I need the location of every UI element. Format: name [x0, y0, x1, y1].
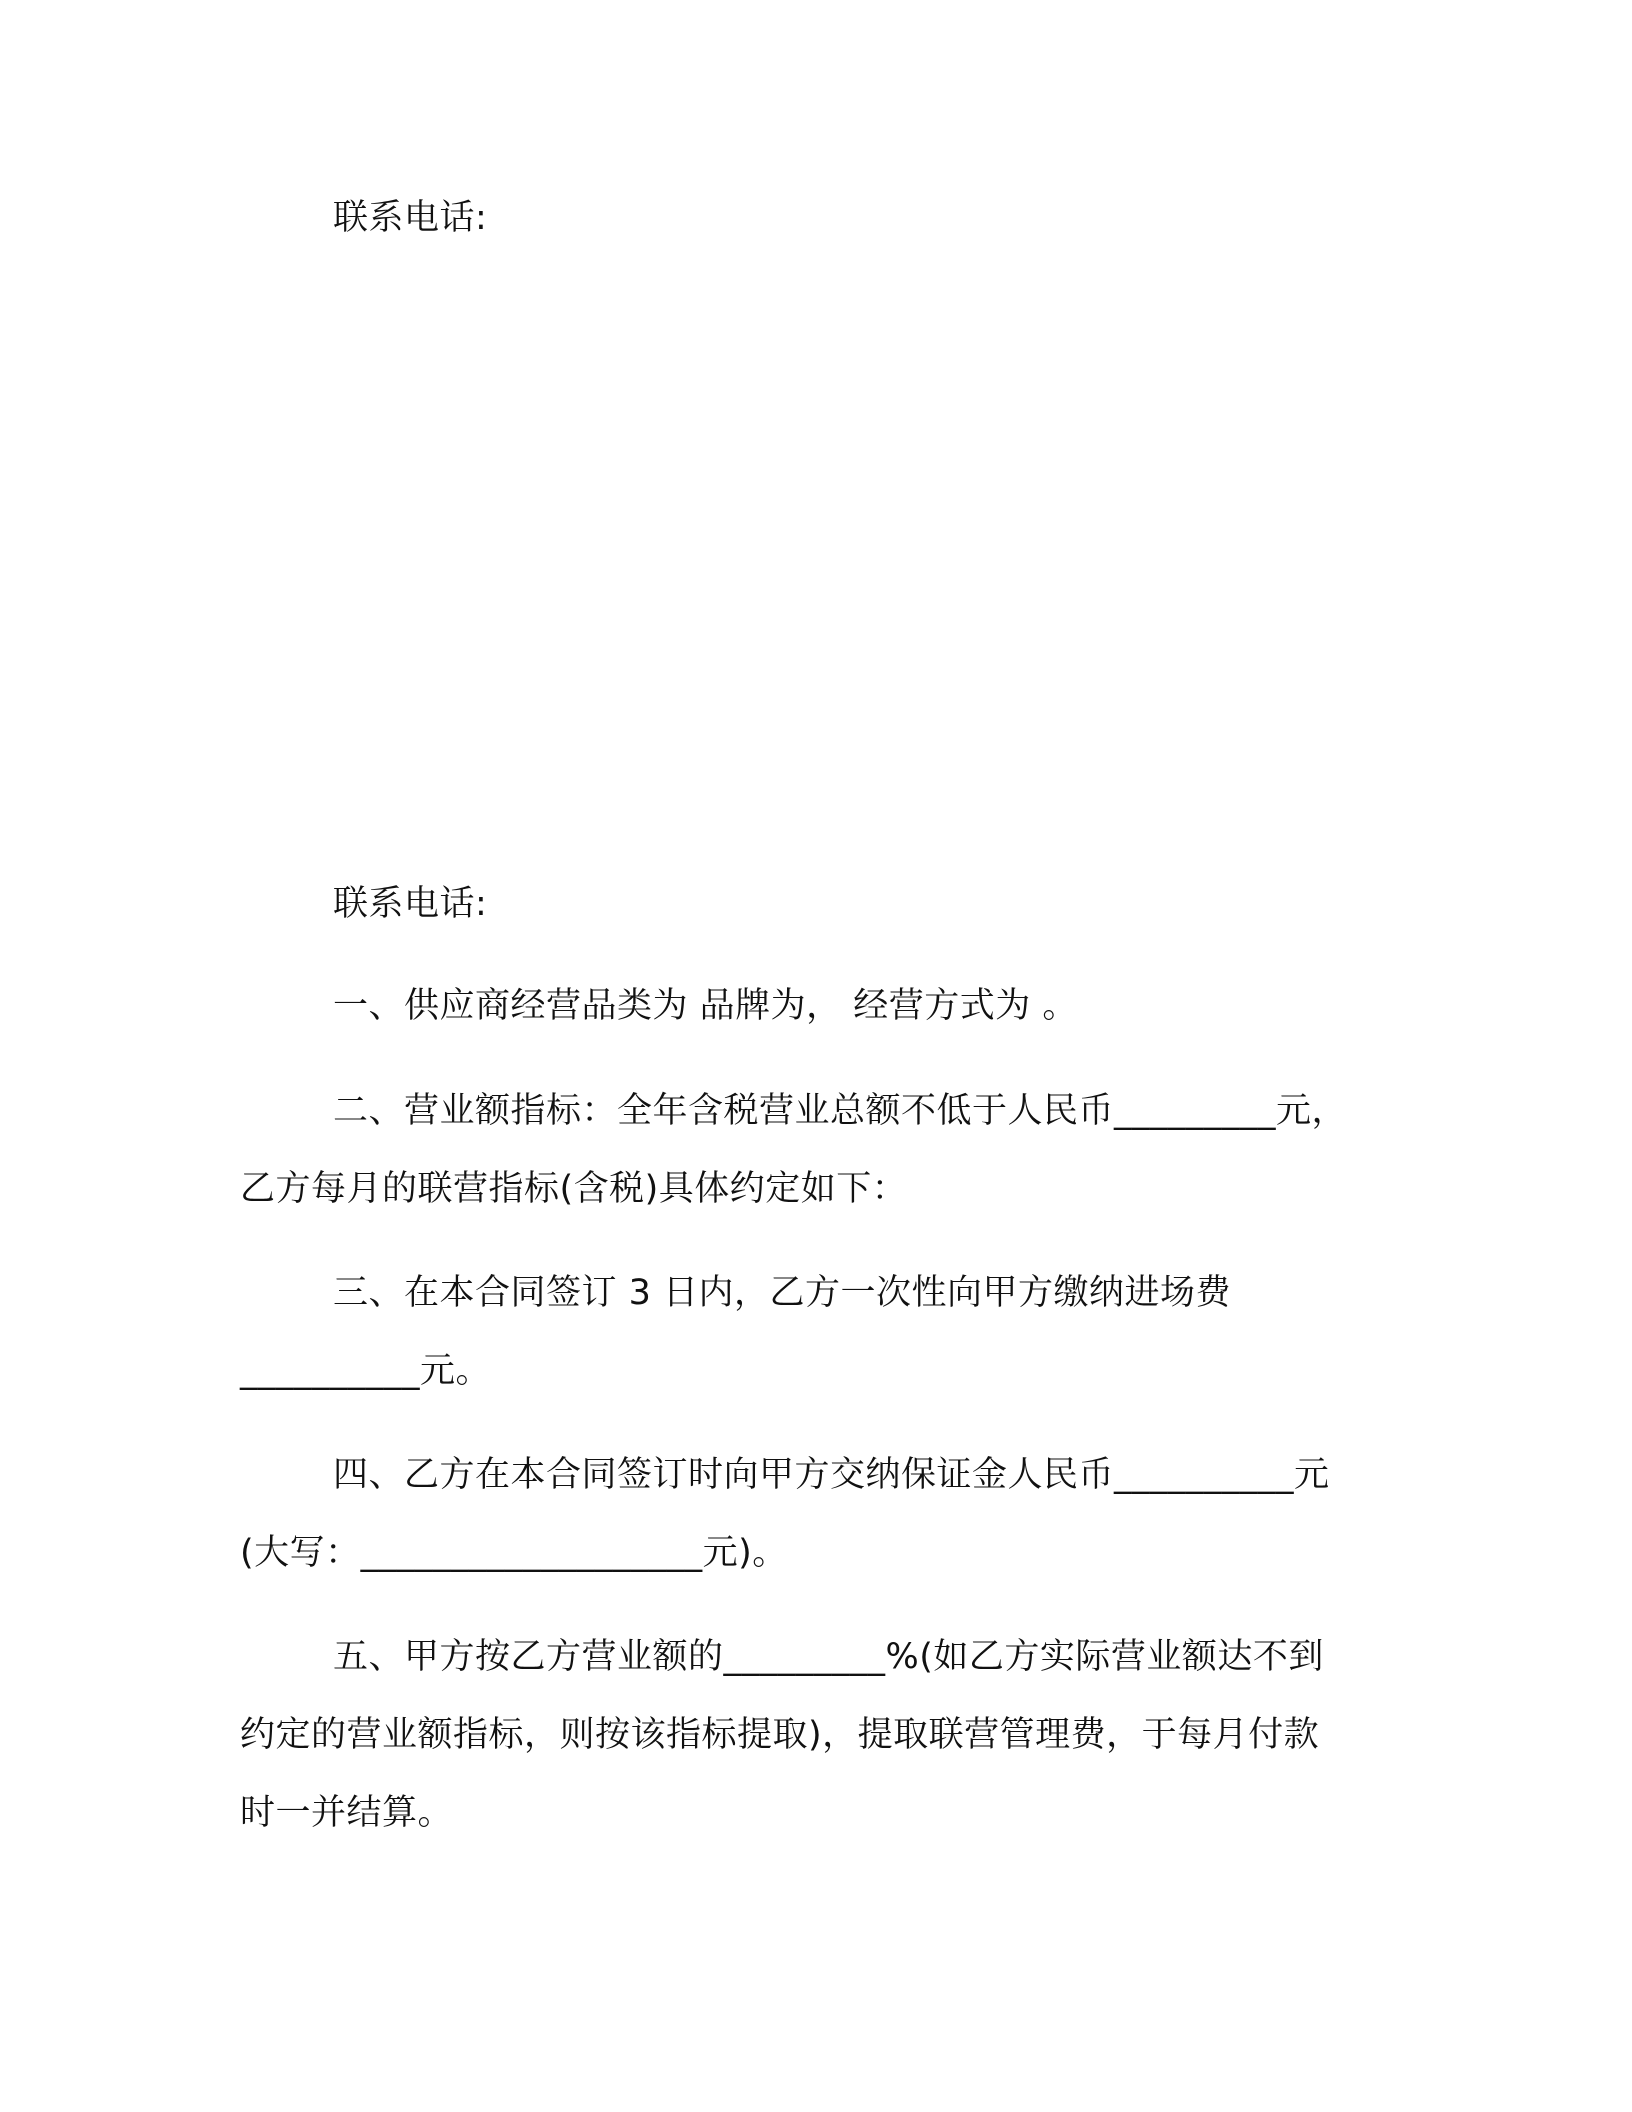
clause-2-line-1: 二、营业额指标：全年含税营业总额不低于人民币_________元，	[333, 1091, 1348, 1131]
clause-4-line-1: 四、乙方在本合同签订时向甲方交纳保证金人民币__________元	[333, 1455, 1330, 1495]
clause-5-line-1: 五、甲方按乙方营业额的_________%(如乙方实际营业额达不到	[333, 1637, 1324, 1677]
contact-phone-label: 联系电话:	[333, 884, 488, 924]
contact-phone-label-top: 联系电话:	[333, 198, 488, 238]
clause-3-line-2: __________元。	[240, 1351, 492, 1391]
clause-5-line-3: 时一并结算。	[240, 1793, 454, 1833]
clause-1-line-1: 一、供应商经营品类为 品牌为， 经营方式为 。	[333, 986, 1078, 1026]
clause-4-line-2: (大写：___________________元)。	[240, 1533, 788, 1573]
clause-5-line-2: 约定的营业额指标，则按该指标提取)，提取联营管理费，于每月付款	[240, 1715, 1320, 1755]
clause-2-line-2: 乙方每月的联营指标(含税)具体约定如下：	[240, 1169, 908, 1209]
clause-3-line-1: 三、在本合同签订 3 日内，乙方一次性向甲方缴纳进场费	[333, 1273, 1232, 1313]
